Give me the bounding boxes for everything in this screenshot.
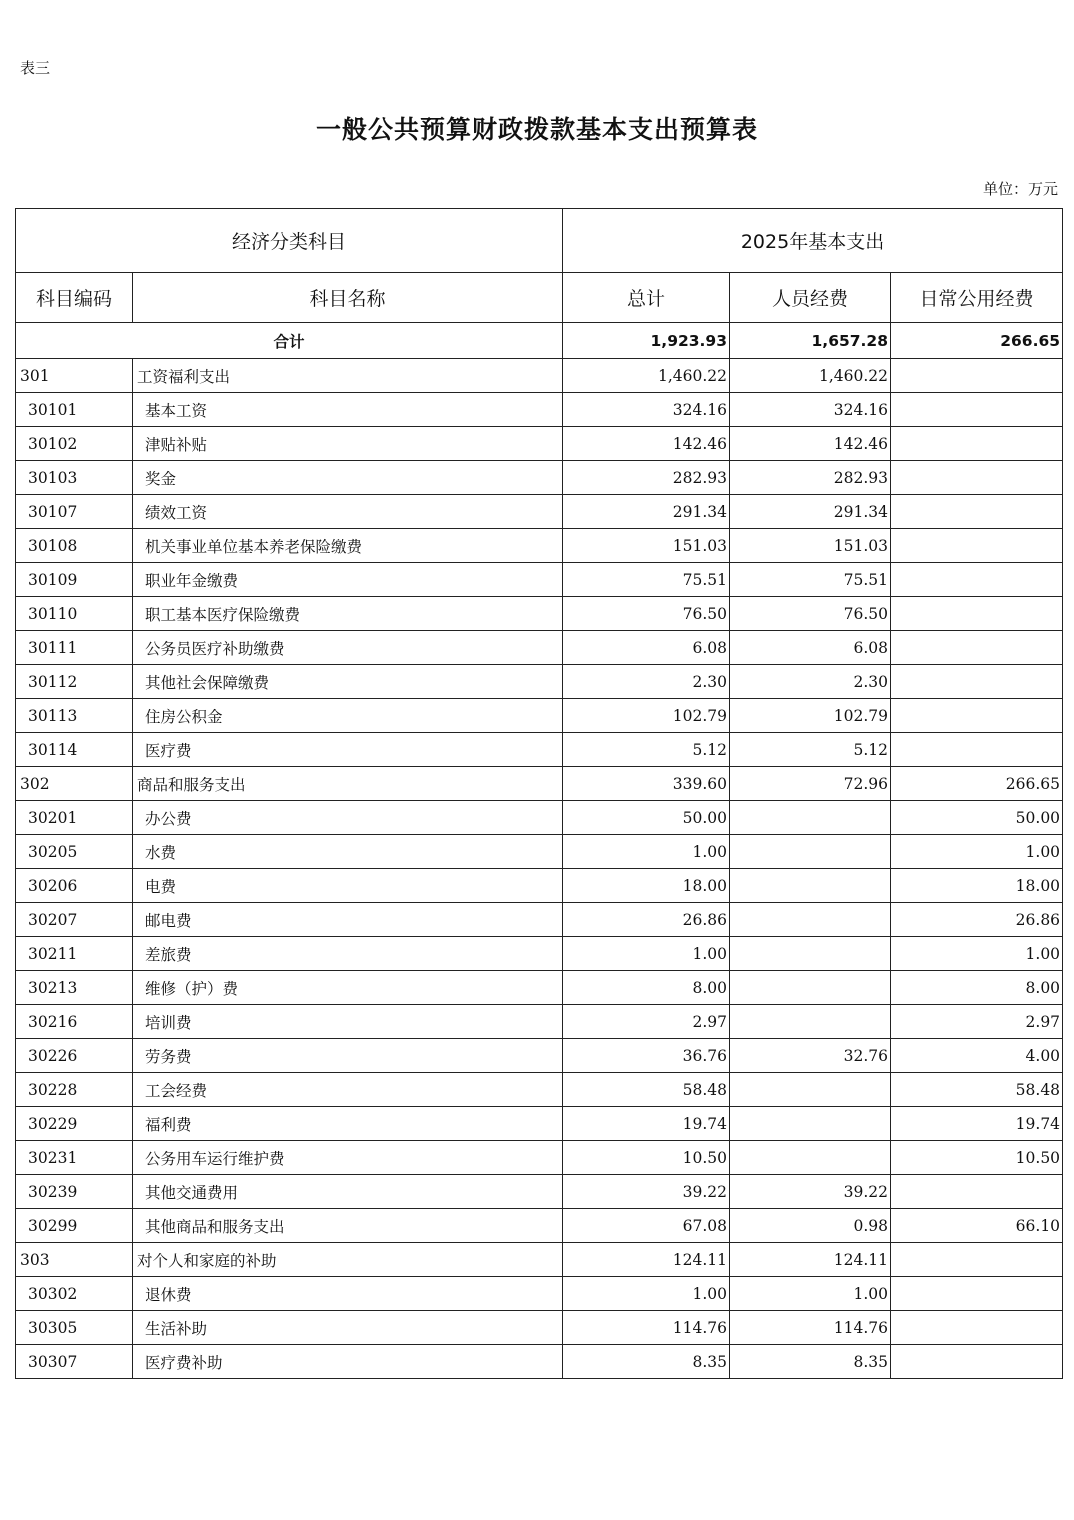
row-code: 30205 (16, 835, 133, 869)
row-public (891, 597, 1063, 631)
row-total: 2.30 (563, 665, 730, 699)
row-total: 26.86 (563, 903, 730, 937)
row-total: 324.16 (563, 393, 730, 427)
row-total: 39.22 (563, 1175, 730, 1209)
row-total: 124.11 (563, 1243, 730, 1277)
row-public (891, 665, 1063, 699)
row-name: 职工基本医疗保险缴费 (133, 597, 563, 631)
row-total: 1.00 (563, 937, 730, 971)
table-row (16, 1311, 1063, 1345)
row-public (891, 733, 1063, 767)
row-public: 18.00 (891, 869, 1063, 903)
row-code: 30302 (16, 1277, 133, 1311)
row-personnel (730, 903, 891, 937)
page-title: 一般公共预算财政拨款基本支出预算表 (315, 115, 758, 144)
row-total: 114.76 (563, 1311, 730, 1345)
row-public (891, 699, 1063, 733)
table-row (16, 563, 1063, 597)
row-public (891, 359, 1063, 393)
row-name: 其他交通费用 (133, 1175, 563, 1209)
row-total: 1,460.22 (563, 359, 730, 393)
row-personnel (730, 1005, 891, 1039)
row-code: 30101 (16, 393, 133, 427)
row-name: 邮电费 (133, 903, 563, 937)
row-name: 绩效工资 (133, 495, 563, 529)
row-public (891, 461, 1063, 495)
table-row (16, 869, 1063, 903)
row-name: 维修（护）费 (133, 971, 563, 1005)
row-code: 30108 (16, 529, 133, 563)
row-public: 66.10 (891, 1209, 1063, 1243)
row-public (891, 1277, 1063, 1311)
row-name: 机关事业单位基本养老保险缴费 (133, 529, 563, 563)
table-row (16, 971, 1063, 1005)
row-total: 1.00 (563, 1277, 730, 1311)
row-total: 291.34 (563, 495, 730, 529)
row-code: 30305 (16, 1311, 133, 1345)
table-row (16, 937, 1063, 971)
row-code: 30109 (16, 563, 133, 597)
row-name: 医疗费 (133, 733, 563, 767)
header-basic-expenditure: 2025年基本支出 (563, 209, 1063, 273)
row-public (891, 529, 1063, 563)
row-name: 办公费 (133, 801, 563, 835)
row-total: 151.03 (563, 529, 730, 563)
row-code: 30226 (16, 1039, 133, 1073)
row-public (891, 393, 1063, 427)
row-total: 142.46 (563, 427, 730, 461)
row-public: 10.50 (891, 1141, 1063, 1175)
table-row (16, 461, 1063, 495)
row-code: 30211 (16, 937, 133, 971)
row-name: 工会经费 (133, 1073, 563, 1107)
row-code: 302 (16, 767, 133, 801)
row-personnel: 324.16 (730, 393, 891, 427)
row-public: 4.00 (891, 1039, 1063, 1073)
row-personnel: 2.30 (730, 665, 891, 699)
row-code: 30299 (16, 1209, 133, 1243)
total-public: 266.65 (891, 323, 1063, 359)
row-name: 其他社会保障缴费 (133, 665, 563, 699)
row-total: 36.76 (563, 1039, 730, 1073)
row-code: 30231 (16, 1141, 133, 1175)
row-public (891, 1311, 1063, 1345)
row-personnel (730, 1073, 891, 1107)
row-code: 30307 (16, 1345, 133, 1379)
row-personnel: 5.12 (730, 733, 891, 767)
row-personnel (730, 869, 891, 903)
table-row (16, 1005, 1063, 1039)
row-code: 30213 (16, 971, 133, 1005)
row-personnel: 114.76 (730, 1311, 891, 1345)
row-personnel: 39.22 (730, 1175, 891, 1209)
row-code: 30113 (16, 699, 133, 733)
table-row (16, 1039, 1063, 1073)
total-sum: 1,923.93 (563, 323, 730, 359)
row-name: 水费 (133, 835, 563, 869)
budget-table (15, 208, 1063, 1379)
row-code: 30229 (16, 1107, 133, 1141)
row-name: 其他商品和服务支出 (133, 1209, 563, 1243)
row-total: 2.97 (563, 1005, 730, 1039)
row-personnel: 151.03 (730, 529, 891, 563)
row-code: 30102 (16, 427, 133, 461)
row-public: 1.00 (891, 937, 1063, 971)
row-name: 住房公积金 (133, 699, 563, 733)
row-public (891, 631, 1063, 665)
table-row (16, 733, 1063, 767)
row-name: 培训费 (133, 1005, 563, 1039)
table-label: 表三 (20, 59, 51, 77)
row-public (891, 1175, 1063, 1209)
row-name: 基本工资 (133, 393, 563, 427)
row-personnel: 291.34 (730, 495, 891, 529)
row-public: 58.48 (891, 1073, 1063, 1107)
total-label: 合计 (16, 323, 563, 359)
table-row (16, 903, 1063, 937)
row-total: 50.00 (563, 801, 730, 835)
table-row (16, 529, 1063, 563)
header-personnel: 人员经费 (730, 273, 891, 323)
row-name: 对个人和家庭的补助 (133, 1243, 563, 1277)
row-personnel: 6.08 (730, 631, 891, 665)
row-total: 102.79 (563, 699, 730, 733)
table-row (16, 835, 1063, 869)
row-public: 19.74 (891, 1107, 1063, 1141)
row-public: 8.00 (891, 971, 1063, 1005)
row-code: 30107 (16, 495, 133, 529)
row-total: 8.35 (563, 1345, 730, 1379)
row-code: 30216 (16, 1005, 133, 1039)
row-code: 303 (16, 1243, 133, 1277)
row-name: 生活补助 (133, 1311, 563, 1345)
total-row (16, 323, 1063, 359)
row-public (891, 427, 1063, 461)
table-row (16, 359, 1063, 393)
header-name: 科目名称 (133, 273, 563, 323)
row-personnel (730, 835, 891, 869)
row-personnel: 102.79 (730, 699, 891, 733)
row-total: 18.00 (563, 869, 730, 903)
row-name: 工资福利支出 (133, 359, 563, 393)
row-total: 58.48 (563, 1073, 730, 1107)
row-name: 商品和服务支出 (133, 767, 563, 801)
row-public: 266.65 (891, 767, 1063, 801)
row-name: 奖金 (133, 461, 563, 495)
row-name: 公务用车运行维护费 (133, 1141, 563, 1175)
row-personnel: 282.93 (730, 461, 891, 495)
row-name: 福利费 (133, 1107, 563, 1141)
row-personnel (730, 937, 891, 971)
header-total: 总计 (563, 273, 730, 323)
row-name: 差旅费 (133, 937, 563, 971)
table-row (16, 1277, 1063, 1311)
header-code: 科目编码 (16, 273, 133, 323)
table-row (16, 1107, 1063, 1141)
row-code: 30207 (16, 903, 133, 937)
row-code: 30110 (16, 597, 133, 631)
table-row (16, 699, 1063, 733)
row-personnel (730, 801, 891, 835)
row-personnel: 76.50 (730, 597, 891, 631)
row-name: 公务员医疗补助缴费 (133, 631, 563, 665)
row-personnel: 8.35 (730, 1345, 891, 1379)
row-name: 职业年金缴费 (133, 563, 563, 597)
table-row (16, 665, 1063, 699)
table-row (16, 1345, 1063, 1379)
row-public: 2.97 (891, 1005, 1063, 1039)
table-row (16, 767, 1063, 801)
row-code: 30111 (16, 631, 133, 665)
row-name: 津贴补贴 (133, 427, 563, 461)
row-code: 301 (16, 359, 133, 393)
row-total: 1.00 (563, 835, 730, 869)
table-row (16, 631, 1063, 665)
row-personnel (730, 971, 891, 1005)
row-public: 1.00 (891, 835, 1063, 869)
row-personnel: 142.46 (730, 427, 891, 461)
table-row (16, 393, 1063, 427)
row-code: 30201 (16, 801, 133, 835)
row-code: 30103 (16, 461, 133, 495)
row-total: 76.50 (563, 597, 730, 631)
table-row (16, 1243, 1063, 1277)
row-code: 30114 (16, 733, 133, 767)
unit-label: 单位：万元 (982, 180, 1058, 198)
row-public: 26.86 (891, 903, 1063, 937)
table-row (16, 495, 1063, 529)
row-name: 退休费 (133, 1277, 563, 1311)
row-code: 30228 (16, 1073, 133, 1107)
row-name: 电费 (133, 869, 563, 903)
row-personnel (730, 1141, 891, 1175)
row-public: 50.00 (891, 801, 1063, 835)
row-personnel: 1,460.22 (730, 359, 891, 393)
table-row (16, 1175, 1063, 1209)
row-public (891, 563, 1063, 597)
total-personnel: 1,657.28 (730, 323, 891, 359)
row-name: 劳务费 (133, 1039, 563, 1073)
row-personnel (730, 1107, 891, 1141)
row-total: 5.12 (563, 733, 730, 767)
row-total: 282.93 (563, 461, 730, 495)
table-row (16, 801, 1063, 835)
table-row (16, 597, 1063, 631)
row-personnel: 72.96 (730, 767, 891, 801)
row-total: 6.08 (563, 631, 730, 665)
table-row (16, 427, 1063, 461)
row-personnel: 75.51 (730, 563, 891, 597)
row-personnel: 124.11 (730, 1243, 891, 1277)
row-public (891, 495, 1063, 529)
row-public (891, 1345, 1063, 1379)
row-personnel: 1.00 (730, 1277, 891, 1311)
row-public (891, 1243, 1063, 1277)
row-code: 30239 (16, 1175, 133, 1209)
row-code: 30112 (16, 665, 133, 699)
table-row (16, 1141, 1063, 1175)
header-economic-category: 经济分类科目 (16, 209, 563, 273)
row-personnel: 32.76 (730, 1039, 891, 1073)
row-total: 75.51 (563, 563, 730, 597)
row-total: 67.08 (563, 1209, 730, 1243)
row-total: 10.50 (563, 1141, 730, 1175)
row-total: 8.00 (563, 971, 730, 1005)
row-total: 19.74 (563, 1107, 730, 1141)
row-personnel: 0.98 (730, 1209, 891, 1243)
header-public: 日常公用经费 (891, 273, 1063, 323)
row-code: 30206 (16, 869, 133, 903)
row-name: 医疗费补助 (133, 1345, 563, 1379)
table-row (16, 1209, 1063, 1243)
table-row (16, 1073, 1063, 1107)
row-total: 339.60 (563, 767, 730, 801)
